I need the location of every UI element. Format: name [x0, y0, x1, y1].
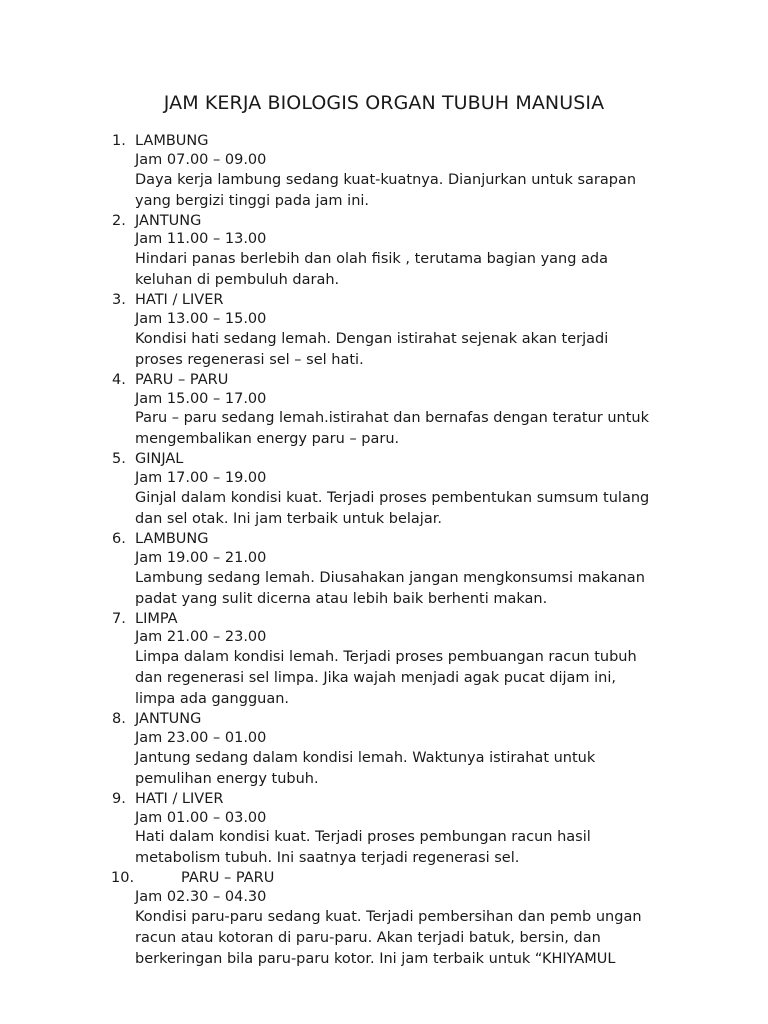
- time-range: Jam 13.00 – 15.00: [135, 310, 267, 327]
- list-item: [112, 371, 692, 451]
- description-line: padat yang sulit dicerna atau lebih baik berhenti makan.: [135, 590, 548, 607]
- time-range: Jam 23.00 – 01.00: [135, 729, 267, 746]
- list-item: [112, 869, 692, 970]
- list-item: [112, 132, 692, 212]
- description-line: Hindari panas berlebih dan olah fisik , terutama bagian yang ada: [135, 251, 609, 268]
- list-item: [112, 530, 692, 610]
- item-number: 1.: [112, 133, 126, 149]
- item-number: 4.: [112, 371, 126, 388]
- description-line: dan regenerasi sel limpa. Jika wajah menjadi agak pucat dijam ini,: [135, 670, 616, 687]
- time-range: Jam 15.00 – 17.00: [135, 390, 267, 407]
- organ-name: PARU – PARU: [135, 371, 229, 388]
- item-number: 8.: [112, 711, 126, 728]
- list-item: [112, 291, 692, 371]
- organ-name: HATI / LIVER: [135, 292, 224, 309]
- description-line: Paru – paru sedang lemah.istirahat dan bernafas dengan teratur untuk: [135, 410, 649, 427]
- description-line: Jantung sedang dalam kondisi lemah. Waktunya istirahat untuk: [135, 749, 596, 766]
- time-range: Jam 17.00 – 19.00: [135, 470, 267, 487]
- description-line: keluhan di pembuluh darah.: [135, 272, 340, 289]
- list-item: [112, 710, 692, 790]
- description-line: racun atau kotoran di paru-paru. Akan terjadi batuk, bersin, dan: [135, 929, 601, 946]
- time-range: Jam 07.00 – 09.00: [135, 151, 267, 168]
- organ-name: HATI / LIVER: [135, 790, 224, 807]
- organ-name: LAMBUNG: [135, 530, 209, 547]
- item-number: 5.: [112, 451, 126, 468]
- description-line: Ginjal dalam kondisi kuat. Terjadi proses pembentukan sumsum tulang: [135, 489, 650, 506]
- organ-name: JANTUNG: [135, 711, 202, 728]
- item-number: 6.: [112, 530, 126, 547]
- description-line: pemulihan energy tubuh.: [135, 770, 319, 787]
- time-range: Jam 19.00 – 21.00: [135, 549, 267, 566]
- item-number: 3.: [112, 292, 126, 309]
- description-line: Kondisi hati sedang lemah. Dengan istirahat sejenak akan terjadi: [135, 330, 609, 347]
- item-number: 2.: [112, 212, 126, 229]
- description-line: metabolism tubuh. Ini saatnya terjadi regenerasi sel.: [135, 850, 520, 867]
- organ-name: LIMPA: [135, 610, 178, 627]
- item-number: 7.: [112, 610, 126, 627]
- description-line: limpa ada gangguan.: [135, 691, 290, 708]
- organ-schedule-list: [112, 132, 692, 970]
- description-line: yang bergizi tinggi pada jam ini.: [135, 192, 370, 209]
- time-range: Jam 21.00 – 23.00: [135, 629, 267, 646]
- organ-name: GINJAL: [135, 451, 184, 468]
- list-item: [112, 450, 692, 530]
- description-line: Lambung sedang lemah. Diusahakan jangan mengkonsumsi makanan: [135, 569, 645, 586]
- time-range: Jam 11.00 – 13.00: [135, 231, 267, 248]
- organ-name: JANTUNG: [135, 212, 202, 229]
- list-item: [112, 610, 692, 711]
- item-number: 9.: [112, 790, 126, 807]
- description-line: Daya kerja lambung sedang kuat-kuatnya. Dianjurkan untuk sarapan: [135, 171, 637, 188]
- description-line: berkeringan bila paru-paru kotor. Ini jam terbaik untuk “KHIYAMUL: [135, 950, 616, 967]
- description-line: dan sel otak. Ini jam terbaik untuk belajar.: [135, 510, 442, 527]
- description-line: proses regenerasi sel – sel hati.: [135, 351, 364, 368]
- list-item: [112, 212, 692, 292]
- time-range: Jam 01.00 – 03.00: [135, 809, 267, 826]
- description-line: Limpa dalam kondisi lemah. Terjadi proses pembuangan racun tubuh: [135, 649, 637, 666]
- page-title: JAM KERJA BIOLOGIS ORGAN TUBUH MANUSIA: [163, 92, 605, 114]
- list-item: [112, 790, 692, 870]
- organ-name: PARU – PARU: [181, 870, 275, 887]
- description-line: Hati dalam kondisi kuat. Terjadi proses pembungan racun hasil: [135, 829, 591, 846]
- item-number: 10.: [111, 870, 135, 887]
- description-line: Kondisi paru-paru sedang kuat. Terjadi pembersihan dan pemb ungan: [135, 908, 642, 925]
- organ-name: LAMBUNG: [135, 133, 209, 149]
- description-line: mengembalikan energy paru – paru.: [135, 431, 400, 448]
- time-range: Jam 02.30 – 04.30: [135, 889, 267, 906]
